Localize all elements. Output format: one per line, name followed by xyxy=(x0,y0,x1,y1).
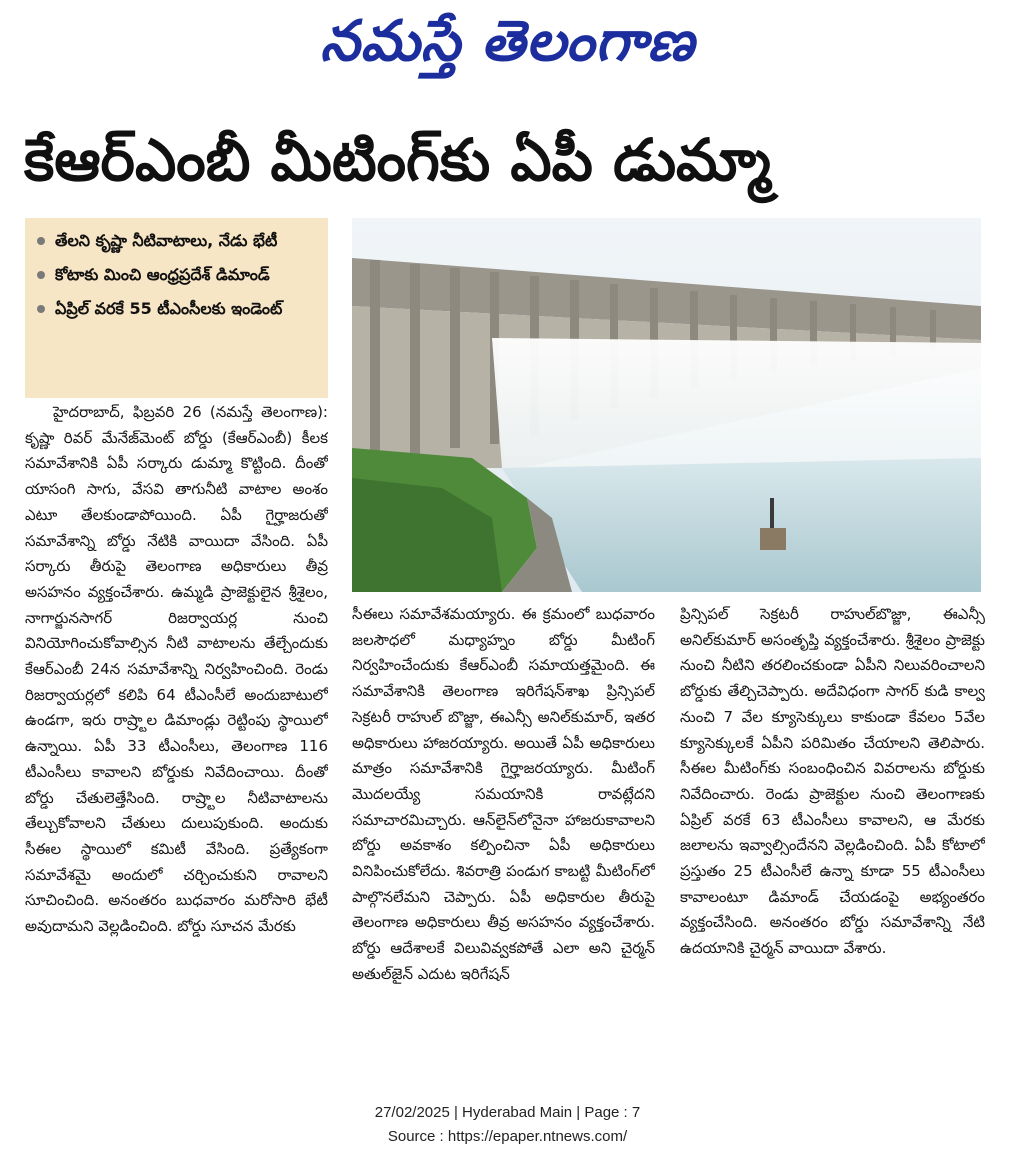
bullet-icon xyxy=(37,271,45,279)
article-text: సీఈలు సమావేశమయ్యారు. ఈ క్రమంలో బుధవారం జలసౌధలో మధ్యాహ్నం బోర్డు మీటింగ్ నిర్వహించేందుకు కేఆర్‌ఎంబీ సమాయత్తమైంది. ఈ సమావేశానికి తెలంగాణ ఇరిగేషన్‌శాఖ ప్రిన్సిపల్ సెక్రటరీ రాహుల్ బొజ్జా, ఈఎన్సీ అనిల్‌కుమార్, ఇతర అధికారులు హాజరయ్యారు. అయితే ఏపీ అధికారులు మాత్రం సమావేశానికి గైర్హాజరయ్యారు. మీటింగ్ మొదలయ్యే సమయానికి రావట్లేదని సమాచారమిచ్చారు. ఆన్‌లైన్‌లోనైనా హాజరుకావాలని బోర్డు అవకాశం కల్పించినా ఏపీ అధికారులు వినిపించుకోలేదు. శివరాత్రి పండుగ కాబట్టి మీటింగ్‌లో పాల్గొనలేమని చెప్పారు. ఏపీ అధికారుల తీరుపై తెలంగాణ అధికారులు తీవ్ర అసహనం వ్యక్తంచేశారు. బోర్డు ఆదేశాలకే విలువివ్వకపోతే ఎలా అని చైర్మన్ అతుల్‌జైన్ ఎదుట ఇరిగేషన్ xyxy=(352,605,655,983)
article-text: హైదరాబాద్, ఫిబ్రవరి 26 (నమస్తే తెలంగాణ): కృష్ణా రివర్ మేనేజ్‌మెంట్ బోర్డు (కేఆర్‌ఎంబీ) కీలక సమావేశానికి ఏపీ సర్కారు డుమ్మా కొట్టింది. దీంతో యాసంగి సాగు, వేసవి తాగునీటి వాటాల అంశం ఎటూ తేలకుండాపోయింది. ఏపీ గైర్హాజరుతో సమావేశాన్ని బోర్డు నేటికి వాయిదా వేసింది. ఏపీ సర్కారు తీరుపై తెలంగాణ అధికారులు తీవ్ర అసహనం వ్యక్తంచేశారు. ఉమ్మడి ప్రాజెక్టులైన శ్రీశైలం, నాగార్జునసాగర్ రిజర్వాయర్ల నుంచి వినియోగించుకోవాల్సిన నీటి వాటాలను తేల్చేందుకు కేఆర్‌ఎంబీ 24న సమావేశాన్ని నిర్వహించింది. రెండు రిజర్వాయర్లలో కలిపి 64 టీఎంసీలే అందుబాటులో ఉండగా, ఇరు రాష్ర్టాల డిమాండ్లు రెట్టింపు స్థాయిలో ఉన్నాయి. ఏపీ 33 టీఎంసీలు, తెలంగాణ 116 టీఎంసీలు కావాలని బోర్డుకు నివేదించాయి. దీంతో బోర్డు చేతులెత్తేసింది. రాష్ర్టాల నీటివాటాలను తేల్చుకోవాలని చేతులు దులుపుకుంది. అందుకు సీఈల స్థాయిలో కమిటీ వేసింది. ప్రత్యేకంగా సమావేశమై అందులో చర్చించుకుని రావాలని సూచించింది. అనంతరం బుధవారం మరోసారి భేటీ అవుదామని వెల్లడించింది. బోర్డు సూచన మేరకు xyxy=(25,403,328,936)
footer-source: Source : https://epaper.ntnews.com/ xyxy=(387,1128,628,1145)
footer-edition-info: 27/02/2025 | Hyderabad Main | Page : 7 xyxy=(374,1104,641,1121)
bullet-icon xyxy=(37,305,45,313)
headline: కేఆర్‌ఎంబీ మీటింగ్‌కు ఏపీ డుమ్మా xyxy=(24,126,771,194)
masthead-logo: నమస్తే తెలంగాణ xyxy=(320,9,695,74)
highlight-item: ఏప్రిల్ వరకే 55 టీఎంసీలకు ఇండెంట్ xyxy=(35,292,320,326)
dam-photo xyxy=(352,218,981,592)
article-text: ప్రిన్సిపల్ సెక్రటరీ రాహుల్‌బొజ్జా, ఈఎన్సీ అనిల్‌కుమార్ అసంతృప్తి వ్యక్తంచేశారు. శ్రీశైలం ప్రాజెక్టు నుంచి నీటిని తరలించకుండా ఏపీని నిలువరించాలని బోర్డుకు తేల్చిచెప్పారు. అదేవిధంగా సాగర్ కుడి కాల్వ నుంచి 7 వేల క్యూసెక్కులు కాకుండా కేవలం 5వేల క్యూసెక్కులకే ఏపీని పరిమితం చేయాలని తెలిపారు. సీఈల మీటింగ్‌కు సంబంధించిన వివరాలను బోర్డుకు నివేదించారు. రెండు ప్రాజెక్టుల నుంచి తెలంగాణకు ఏప్రిల్ వరకే 63 టీఎంసీలు కావాలని, ఆ మేరకు జలాలను ఇవ్వాల్సిందేనని వెల్లడించింది. ఏపీ కోటాలో ప్రస్తుతం 25 టీఎంసీలే ఉన్నా కూడా 55 టీఎంసీలు కావాలంటూ డిమాండ్ చేయడంపై అభ్యంతరం వ్యక్తంచేసింది. అనంతరం బోర్డు సమావేశాన్ని నేటి ఉదయానికి చైర్మన్ వాయిదా వేశారు. xyxy=(680,605,985,958)
highlights-box xyxy=(25,218,328,398)
article-column-1 xyxy=(25,400,328,1080)
highlight-item: కోటాకు మించి ఆంధ్రప్రదేశ్ డిమాండ్ xyxy=(35,258,320,292)
highlight-item: తేలని కృష్ణా నీటివాటాలు, నేడు భేటీ xyxy=(35,224,320,258)
article-column-3 xyxy=(680,602,985,1080)
article-column-2 xyxy=(352,602,655,1080)
bullet-icon xyxy=(37,237,45,245)
